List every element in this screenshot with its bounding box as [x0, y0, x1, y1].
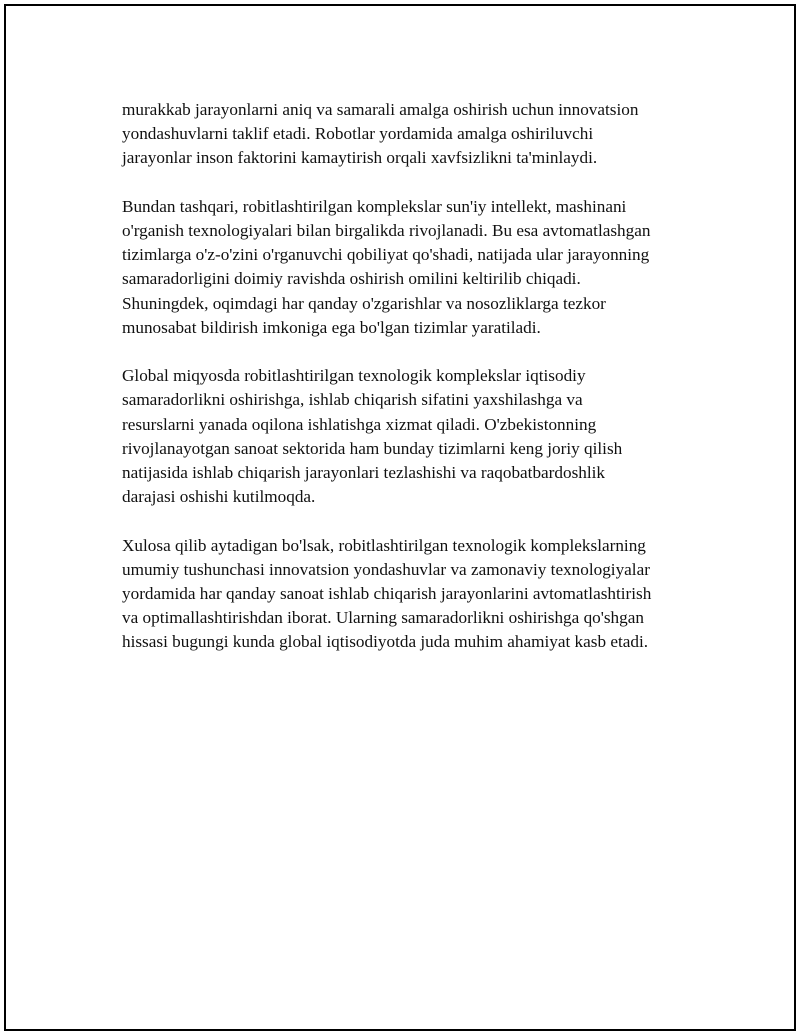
text-line: rivojlanayotgan sanoat sektorida ham bunday tizimlarni keng joriy qilish: [122, 438, 623, 458]
text-line: darajasi oshishi kutilmoqda.: [122, 487, 316, 507]
text-line: tizimlarga o'z-o'zini o'rganuvchi qobiliyat qo'shadi, natijada ular jarayonning: [122, 245, 650, 265]
page-content: [122, 98, 702, 679]
text-line: Global miqyosda robitlashtirilgan texnologik komplekslar iqtisodiy: [122, 366, 586, 386]
text-line: natijasida ishlab chiqarish jarayonlari tezlashishi va raqobatbardoshlik: [122, 463, 606, 483]
text-line: resurslarni yanada oqilona ishlatishga xizmat qiladi. O'zbekistonning: [122, 414, 597, 434]
text-line: yordamida har qanday sanoat ishlab chiqarish jarayonlarini avtomatlashtirish: [122, 584, 652, 604]
page-frame: [4, 4, 796, 1031]
paragraph-3: [122, 364, 702, 509]
text-line: va optimallashtirishdan iborat. Ularning samaradorlikni oshirishga qo'shgan: [122, 608, 644, 628]
text-line: Bundan tashqari, robitlashtirilgan komplekslar sun'iy intellekt, mashinani: [122, 196, 627, 216]
text-line: hissasi bugungi kunda global iqtisodiyotda juda muhim ahamiyat kasb etadi.: [122, 632, 649, 652]
paragraph-4: [122, 534, 702, 655]
text-line: umumiy tushunchasi innovatsion yondashuvlar va zamonaviy texnologiyalar: [122, 559, 650, 579]
text-line: murakkab jarayonlarni aniq va samarali amalga oshirish uchun innovatsion: [122, 100, 639, 119]
text-line: Shuningdek, oqimdagi har qanday o'zgarishlar va nosozliklarga tezkor: [122, 293, 606, 313]
text-line: jarayonlar inson faktorini kamaytirish orqali xavfsizlikni ta'minlaydi.: [122, 148, 598, 168]
text-line: samaradorlikni oshirishga, ishlab chiqarish sifatini yaxshilashga va: [122, 390, 583, 410]
text-line: samaradorligini doimiy ravishda oshirish omilini keltirilib chiqadi.: [122, 269, 581, 289]
paragraph-1: [122, 98, 702, 171]
paragraph-2: [122, 195, 702, 340]
text-line: Xulosa qilib aytadigan bo'lsak, robitlashtirilgan texnologik komplekslarning: [122, 535, 646, 555]
text-line: o'rganish texnologiyalari bilan birgalikda rivojlanadi. Bu esa avtomatlashgan: [122, 221, 651, 240]
text-line: munosabat bildirish imkoniga ega bo'lgan tizimlar yaratiladi.: [122, 317, 541, 337]
text-line: yondashuvlarni taklif etadi. Robotlar yordamida amalga oshiriluvchi: [122, 124, 594, 144]
